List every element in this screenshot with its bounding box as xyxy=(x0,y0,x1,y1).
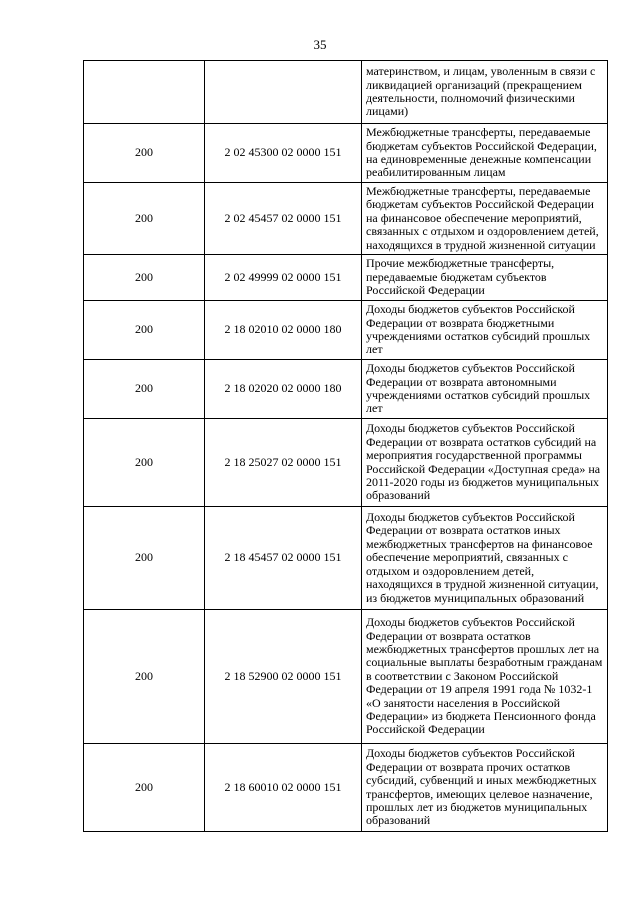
revenue-name-cell: материнством, и лицам, уволенным в связи с ликвидацией организаций (прекращением деятельности, полномочий физическими лицами) xyxy=(362,61,608,124)
table-row xyxy=(84,124,608,183)
budget-code-cell: 2 02 49999 02 0000 151 xyxy=(205,255,362,301)
admin-code-cell: 200 xyxy=(84,360,205,419)
budget-code-cell: 2 18 02010 02 0000 180 xyxy=(205,301,362,360)
admin-code-cell: 200 xyxy=(84,610,205,744)
admin-code-cell: 200 xyxy=(84,183,205,255)
budget-code-cell xyxy=(205,61,362,124)
table-row xyxy=(84,419,608,507)
table-row xyxy=(84,610,608,744)
table-row xyxy=(84,183,608,255)
admin-code-cell: 200 xyxy=(84,255,205,301)
revenue-name-cell: Доходы бюджетов субъектов Российской Федерации от возврата прочих остатков субсидий, субвенций и иных межбюджетных трансфертов, имеющих целевое назначение, прошлых лет из бюджетов муниципальных образований xyxy=(362,744,608,832)
admin-code-cell: 200 xyxy=(84,419,205,507)
table-row xyxy=(84,744,608,832)
admin-code-cell: 200 xyxy=(84,507,205,610)
budget-code-cell: 2 18 45457 02 0000 151 xyxy=(205,507,362,610)
revenue-name-cell: Межбюджетные трансферты, передаваемые бюджетам субъектов Российской Федерации на финансовое обеспечение мероприятий, связанных с отдыхом и оздоровлением детей, находящихся в трудной жизненной ситуации xyxy=(362,183,608,255)
revenue-name-cell: Доходы бюджетов субъектов Российской Федерации от возврата остатков иных межбюджетных трансфертов на финансовое обеспечение мероприятий, связанных с отдыхом и оздоровлением детей, находящихся в трудной жизненной ситуации, из бюджетов муниципальных образований xyxy=(362,507,608,610)
budget-code-cell: 2 02 45457 02 0000 151 xyxy=(205,183,362,255)
revenue-name-cell: Доходы бюджетов субъектов Российской Федерации от возврата остатков межбюджетных трансфертов прошлых лет на социальные выплаты безработным гражданам в соответствии с Законом Российской Федерации от 19 апреля 1991 года № 1032-1 «О занятости населения в Российской Федерации» из бюджета Пенсионного фонда Российской Федерации xyxy=(362,610,608,744)
revenue-name-cell: Доходы бюджетов субъектов Российской Федерации от возврата остатков субсидий на мероприятия государственной программы Российской Федерации «Доступная среда» на 2011-2020 годы из бюджетов муниципальных образований xyxy=(362,419,608,507)
revenue-name-cell: Доходы бюджетов субъектов Российской Федерации от возврата автономными учреждениями остатков субсидий прошлых лет xyxy=(362,360,608,419)
table-row xyxy=(84,255,608,301)
revenue-name-cell: Доходы бюджетов субъектов Российской Федерации от возврата бюджетными учреждениями остатков субсидий прошлых лет xyxy=(362,301,608,360)
admin-code-cell: 200 xyxy=(84,124,205,183)
table-row xyxy=(84,301,608,360)
revenue-codes-table xyxy=(83,60,608,832)
admin-code-cell: 200 xyxy=(84,744,205,832)
admin-code-cell: 200 xyxy=(84,301,205,360)
budget-code-cell: 2 02 45300 02 0000 151 xyxy=(205,124,362,183)
budget-code-cell: 2 18 25027 02 0000 151 xyxy=(205,419,362,507)
table-row xyxy=(84,507,608,610)
revenue-name-cell: Межбюджетные трансферты, передаваемые бюджетам субъектов Российской Федерации, на единовременные денежные компенсации реабилитированным лицам xyxy=(362,124,608,183)
budget-code-cell: 2 18 60010 02 0000 151 xyxy=(205,744,362,832)
admin-code-cell xyxy=(84,61,205,124)
page-number: 35 xyxy=(313,37,327,52)
budget-code-cell: 2 18 02020 02 0000 180 xyxy=(205,360,362,419)
budget-code-cell: 2 18 52900 02 0000 151 xyxy=(205,610,362,744)
table-row xyxy=(84,61,608,124)
revenue-name-cell: Прочие межбюджетные трансферты, передаваемые бюджетам субъектов Российской Федерации xyxy=(362,255,608,301)
table-row xyxy=(84,360,608,419)
